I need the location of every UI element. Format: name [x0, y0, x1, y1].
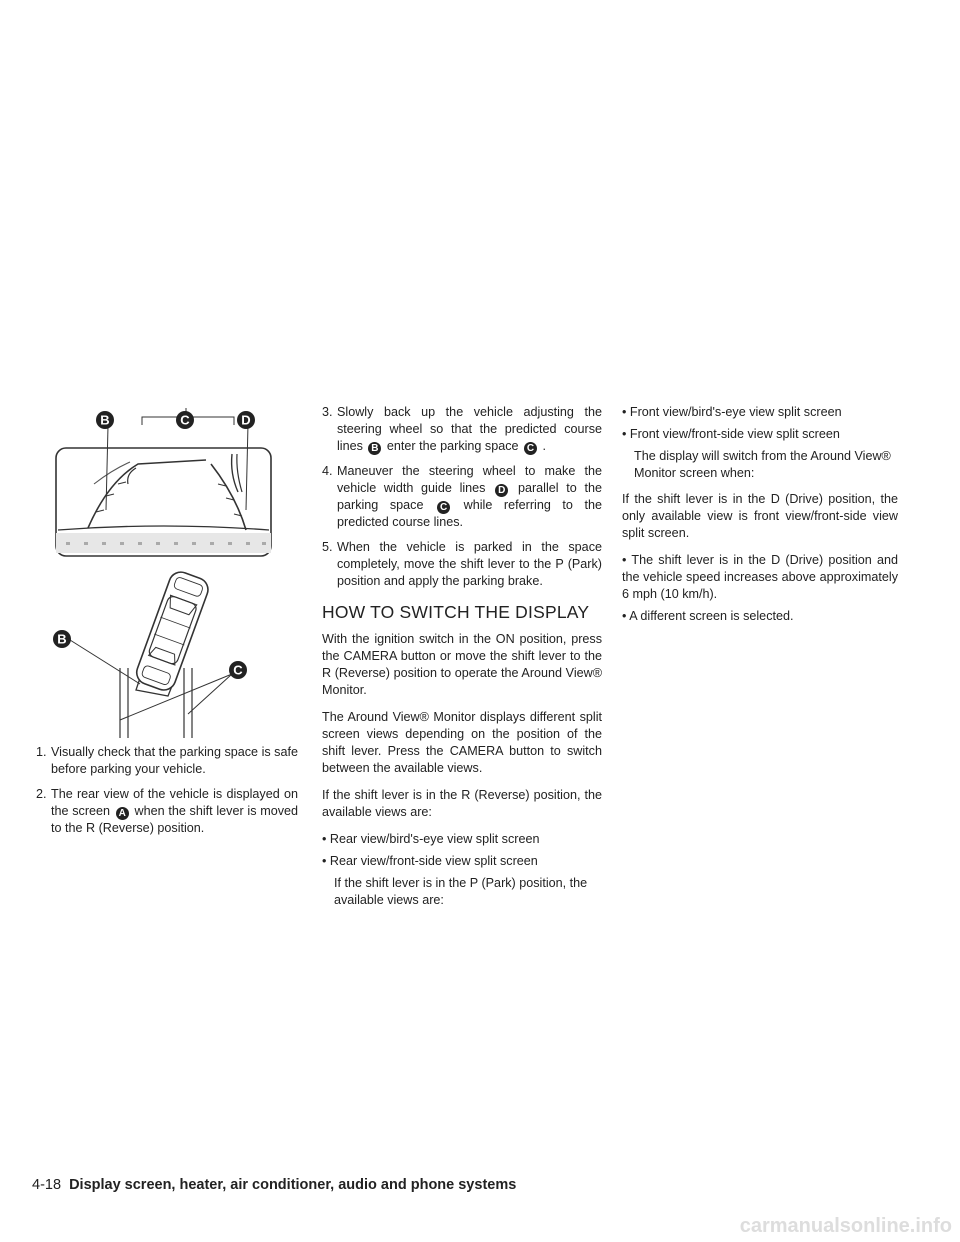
step-4 [322, 463, 602, 531]
step-2-text-a: The rear view of the vehicle is displayed on the screen [51, 787, 298, 818]
vehicle-parking-figure [53, 569, 247, 738]
watermark: carmanualsonline.info [739, 1215, 952, 1237]
step-1 [36, 744, 298, 778]
bullet-front-frontside: • Front view/front-side view split screen [622, 427, 840, 441]
paragraph-reverse: If the shift lever is in the R (Reverse) position, the available views are: [322, 788, 602, 819]
callout-c-inline-2: C [437, 501, 450, 514]
step-4-text-b: parallel to the parking space [337, 481, 603, 512]
column-1 [36, 744, 298, 845]
callout-b-bottom [53, 630, 71, 648]
paragraph-drive: If the shift lever is in the D (Drive) position, the only available view is front view/front-side view split screen. [622, 492, 898, 540]
callout-b-top [96, 411, 114, 429]
page-number: 4-18 [32, 1177, 62, 1193]
step-2 [36, 786, 298, 837]
column-2 [322, 404, 602, 918]
step-3-text-a: Slowly back up the vehicle adjusting the steering wheel so that the predicted course lines [337, 405, 602, 453]
step-3-text-c: . [542, 439, 547, 453]
parking-illustration [36, 400, 296, 740]
bullet-front-birdseye: • Front view/bird's-eye view split screen [622, 405, 842, 419]
callout-d-inline: D [495, 484, 508, 497]
bullet-rear-birdseye: • Rear view/bird's-eye view split screen [322, 832, 540, 846]
column-3 [622, 404, 898, 630]
indent-park: If the shift lever is in the P (Park) position, the available views are: [334, 876, 588, 907]
step-3-text-b: enter the parking space [386, 439, 519, 453]
callout-d-top-label: D [241, 412, 251, 428]
callout-a-inline: A [116, 807, 129, 820]
callout-c-inline-1: C [524, 442, 537, 455]
bullet-rear-frontside: • Rear view/front-side view split screen [322, 854, 538, 868]
step-1-number: 1. [36, 745, 47, 759]
callout-d-top [237, 411, 255, 429]
camera-screen-figure [56, 408, 271, 556]
step-5-number: 5. [322, 540, 333, 554]
indent-switch: The display will switch from the Around View® Monitor screen when: [634, 449, 891, 480]
chapter-title: Display screen, heater, air conditioner, audio and phone systems [69, 1177, 517, 1193]
callout-c-top [176, 411, 194, 429]
callout-c-bottom-label: C [233, 662, 243, 678]
callout-c-top-label: C [180, 412, 190, 428]
page-footer [32, 1177, 516, 1193]
section-heading: HOW TO SWITCH THE DISPLAY [322, 602, 590, 622]
step-4-number: 4. [322, 464, 333, 478]
step-2-number: 2. [36, 787, 47, 801]
step-2-text-b: when the shift lever is moved to the R (Reverse) position. [51, 804, 299, 835]
callout-b-bottom-label: B [57, 631, 67, 647]
step-4-text-c: while referring to the predicted course lines. [337, 498, 602, 529]
callout-b-top-label: B [100, 412, 110, 428]
step-4-text-a: Maneuver the steering wheel to make the vehicle width guide lines [337, 464, 602, 495]
step-5 [322, 539, 602, 590]
callout-b-inline: B [368, 442, 381, 455]
callout-c-bottom [229, 661, 247, 679]
paragraph-ignition: With the ignition switch in the ON position, press the CAMERA button or move the shift lever to the R (Reverse) position to operate the Around View® Monitor. [322, 632, 602, 697]
paragraph-split-views: The Around View® Monitor displays different split screen views depending on the position of the shift lever. Press the CAMERA button to switch between the available views. [322, 710, 602, 775]
step-1-text: Visually check that the parking space is safe before parking your vehicle. [51, 745, 298, 776]
bullet-speed: • The shift lever is in the D (Drive) position and the vehicle speed increases above approximately 6 mph (10 km/h). [622, 553, 898, 601]
step-3 [322, 404, 602, 455]
step-3-number: 3. [322, 405, 333, 419]
step-5-text: When the vehicle is parked in the space completely, move the shift lever to the P (Park) position and apply the parking brake. [337, 540, 602, 588]
bullet-different-screen: • A different screen is selected. [622, 609, 794, 623]
